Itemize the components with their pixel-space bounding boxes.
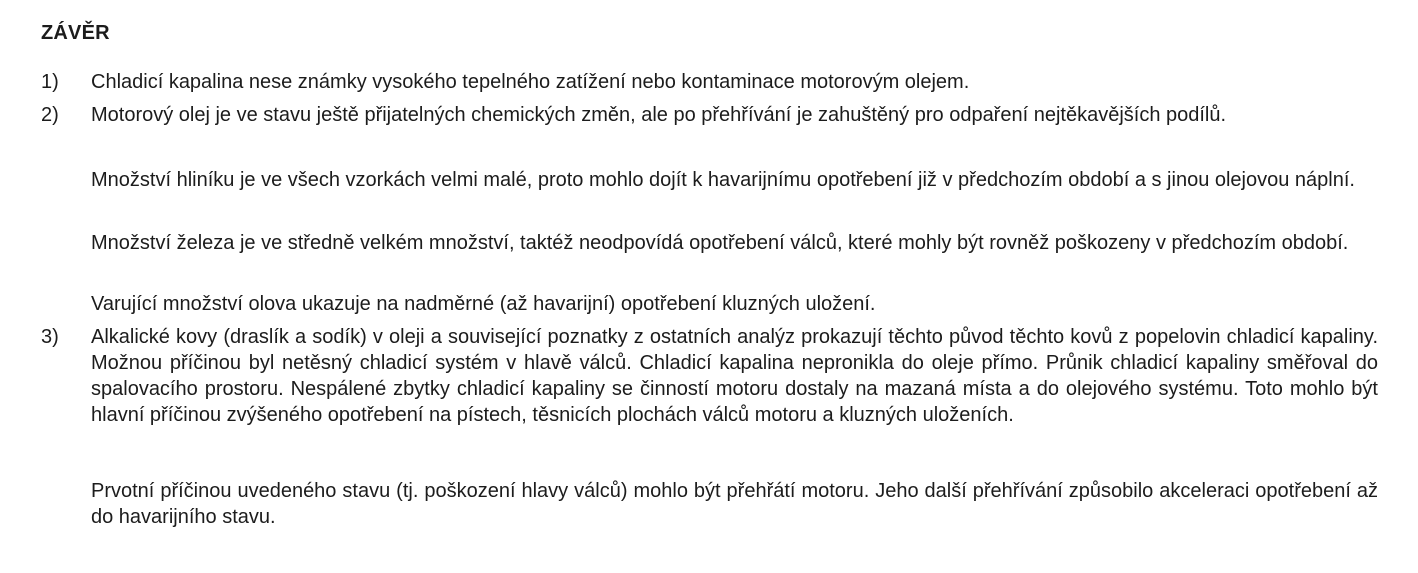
item-paragraph: Množství železa je ve středně velkém množství, taktéž neodpovídá opotřebení válců, které mohly být rovněž poškozeny v předchozím období. (91, 232, 1349, 254)
item-paragraph: Varující množství olova ukazuje na nadměrné (až havarijní) opotřebení kluzných uložení. (91, 293, 876, 315)
item-paragraph: Prvotní příčinou uvedeného stavu (tj. poškození hlavy válců) mohlo být přehřátí motoru. Jeho další přehřívání způsobilo akceleraci opotřebení až do havarijního stavu. (91, 480, 1378, 528)
item-paragraph: Alkalické kovy (draslík a sodík) v oleji a související poznatky z ostatních analýz prokazují těchto původ těchto kovů z popelovin chladicí kapaliny. Možnou příčinou byl netěsný chladicí systém v hlavě válců. Chladicí kapalina nepronikla do oleje přímo. Průnik chladicí kapaliny směřoval do spalovacího prostoru. Nespálené zbytky chladicí kapaliny se činností motoru dostaly na mazaná místa a do olejového systému. Toto mohlo být hlavní příčinou zvýšeného opotřebení na pístech, těsnicích plochách válců motoru a kluzných uloženích. (91, 326, 1378, 426)
item-number: 3) (41, 326, 59, 348)
section-title: ZÁVĚR (41, 22, 110, 44)
item-paragraph: Množství hliníku je ve všech vzorkách velmi malé, proto mohlo dojít k havarijnímu opotřebení již v předchozím období a s jinou olejovou náplní. (91, 169, 1355, 191)
item-number: 1) (41, 71, 59, 93)
item-number: 2) (41, 104, 59, 126)
item-paragraph: Motorový olej je ve stavu ještě přijatelných chemických změn, ale po přehřívání je zahuštěný pro odpaření nejtěkavějších podílů. (91, 104, 1227, 126)
item-paragraph: Chladicí kapalina nese známky vysokého tepelného zatížení nebo kontaminace motorovým olejem. (91, 71, 970, 93)
